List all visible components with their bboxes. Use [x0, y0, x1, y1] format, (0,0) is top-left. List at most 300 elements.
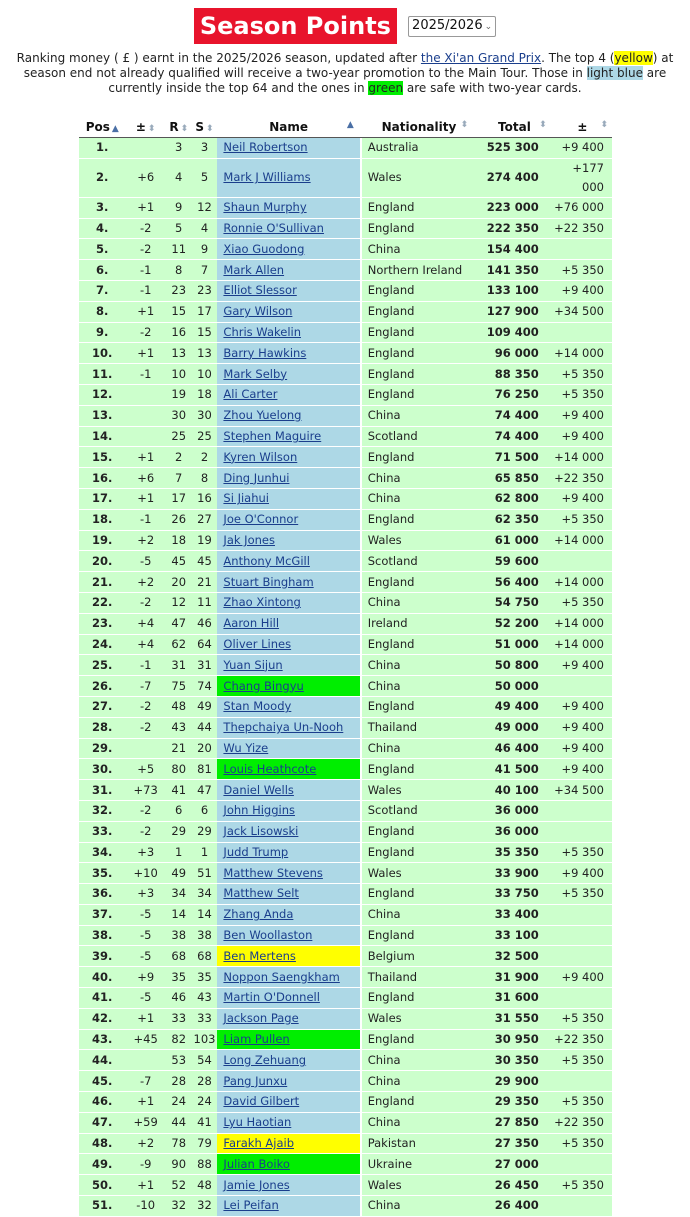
table-row: [79, 1050, 612, 1071]
table-row: [79, 1133, 612, 1154]
cell-r: 16: [166, 322, 192, 343]
cell-s: 30: [192, 405, 218, 426]
cell-change: -2: [125, 800, 165, 821]
cell-diff: [553, 988, 612, 1009]
cell-s: 31: [192, 655, 218, 676]
col-header-change[interactable]: ± ⬍: [125, 116, 165, 138]
cell-total: 56 400: [476, 572, 553, 593]
cell-nationality: Thailand: [362, 967, 476, 988]
table-row: [79, 696, 612, 717]
cell-change: -2: [125, 592, 165, 613]
player-link[interactable]: Zhao Xintong: [223, 595, 301, 610]
cell-name: [217, 488, 359, 509]
cell-nationality: England: [362, 509, 476, 530]
col-header-s[interactable]: S ⬍: [192, 116, 218, 138]
cell-r: 20: [166, 572, 192, 593]
player-link[interactable]: Julian Boiko: [223, 1156, 290, 1171]
cell-nationality: Northern Ireland: [362, 260, 476, 281]
cell-diff: [553, 1071, 612, 1092]
player-link[interactable]: Aaron Hill: [223, 616, 280, 631]
cell-name: [217, 863, 359, 884]
cell-change: -9: [125, 1154, 165, 1175]
player-link[interactable]: Thepchaiya Un-Nooh: [223, 720, 344, 735]
cell-pos: 6.: [79, 260, 125, 281]
page-header: [0, 8, 690, 44]
cell-r: 68: [166, 946, 192, 967]
cell-nationality: England: [362, 447, 476, 468]
cell-total: 31 550: [476, 1008, 553, 1029]
player-link[interactable]: Jackson Page: [223, 1011, 299, 1026]
player-link[interactable]: Wu Yize: [223, 740, 269, 755]
cell-pos: 41.: [79, 988, 125, 1009]
cell-nationality: China: [362, 1071, 476, 1092]
cell-s: 74: [192, 676, 218, 697]
cell-nationality: Pakistan: [362, 1133, 476, 1154]
cell-change: -1: [125, 280, 165, 301]
cell-r: 19: [166, 384, 192, 405]
cell-name: [217, 842, 359, 863]
season-select[interactable]: [408, 16, 496, 37]
cell-diff: +22 350: [553, 218, 612, 239]
cell-pos: 14.: [79, 426, 125, 447]
player-link[interactable]: Stephen Maguire: [223, 428, 322, 443]
cell-name: [217, 696, 359, 717]
cell-r: 30: [166, 405, 192, 426]
player-link[interactable]: Anthony McGill: [223, 553, 310, 568]
cell-s: 1: [192, 842, 218, 863]
cell-change: +59: [125, 1112, 165, 1133]
col-header-r[interactable]: R ⬍: [166, 116, 192, 138]
cell-s: 54: [192, 1050, 218, 1071]
cell-change: +5: [125, 759, 165, 780]
cell-diff: +5 350: [553, 509, 612, 530]
player-link[interactable]: Matthew Selt: [223, 886, 299, 901]
cell-nationality: Wales: [362, 158, 476, 197]
cell-name: [217, 218, 359, 239]
cell-diff: +9 400: [553, 967, 612, 988]
description-text: Ranking money ( £ ) earnt in the 2025/2026 season, updated after: [16, 51, 421, 65]
player-link[interactable]: Ben Woollaston: [223, 928, 313, 943]
player-link[interactable]: Ali Carter: [223, 387, 278, 402]
cell-change: [125, 738, 165, 759]
cell-name: [217, 904, 359, 925]
player-link[interactable]: Joe O'Connor: [223, 512, 299, 527]
player-link[interactable]: Stuart Bingham: [223, 574, 314, 589]
cell-total: 525 300: [476, 138, 553, 159]
player-link[interactable]: Pang Junxu: [223, 1073, 288, 1088]
cell-pos: 9.: [79, 322, 125, 343]
player-link[interactable]: Stan Moody: [223, 699, 292, 714]
sort-icon: ⬍: [600, 120, 608, 130]
player-link[interactable]: Elliot Slessor: [223, 283, 297, 298]
cell-r: 4: [166, 158, 192, 197]
cell-total: 62 350: [476, 509, 553, 530]
cell-s: 41: [192, 1112, 218, 1133]
table-row: [79, 1175, 612, 1196]
cell-name: [217, 1175, 359, 1196]
cell-change: +2: [125, 1133, 165, 1154]
cell-pos: 38.: [79, 925, 125, 946]
cell-pos: 47.: [79, 1112, 125, 1133]
table-row: [79, 904, 612, 925]
cell-change: +1: [125, 1008, 165, 1029]
cell-change: +9: [125, 967, 165, 988]
cell-pos: 36.: [79, 884, 125, 905]
cell-name: [217, 613, 359, 634]
cell-s: 68: [192, 946, 218, 967]
cell-change: -10: [125, 1196, 165, 1217]
description-text: ) at season end not already qualified will receive a two-year promotion to the Main Tour. Those in: [23, 51, 674, 80]
cell-r: 12: [166, 592, 192, 613]
cell-diff: +9 400: [553, 717, 612, 738]
table-row: [79, 301, 612, 322]
cell-s: 15: [192, 322, 218, 343]
cell-diff: [553, 821, 612, 842]
col-header-total[interactable]: Total ⬍: [476, 116, 553, 138]
cell-nationality: China: [362, 738, 476, 759]
cell-total: 36 000: [476, 821, 553, 842]
player-link[interactable]: Neil Robertson: [223, 140, 308, 155]
cell-name: [217, 260, 359, 281]
cell-nationality: England: [362, 988, 476, 1009]
cell-pos: 32.: [79, 800, 125, 821]
player-link[interactable]: Ben Mertens: [223, 948, 296, 963]
cell-pos: 10.: [79, 343, 125, 364]
cell-r: 46: [166, 988, 192, 1009]
cell-diff: +76 000: [553, 197, 612, 218]
player-link[interactable]: Noppon Saengkham: [223, 969, 340, 984]
table-row: [79, 1071, 612, 1092]
green-legend: green: [368, 81, 404, 95]
cell-s: 27: [192, 509, 218, 530]
cell-s: 24: [192, 1092, 218, 1113]
cell-name: [217, 530, 359, 551]
cell-r: 11: [166, 239, 192, 260]
cell-r: 13: [166, 343, 192, 364]
player-link[interactable]: Shaun Murphy: [223, 200, 307, 215]
cell-name: [217, 158, 359, 197]
event-link[interactable]: the Xi'an Grand Prix: [420, 51, 542, 65]
col-header-pos[interactable]: Pos ▲: [79, 116, 125, 138]
col-header-nationality[interactable]: Nationality ⬍: [362, 116, 476, 138]
cell-name: [217, 239, 359, 260]
cell-name: [217, 821, 359, 842]
cell-pos: 13.: [79, 405, 125, 426]
cell-diff: +5 350: [553, 1008, 612, 1029]
col-header-name[interactable]: Name ▲: [217, 116, 359, 138]
cell-name: [217, 138, 359, 159]
cell-pos: 34.: [79, 842, 125, 863]
cell-nationality: China: [362, 1050, 476, 1071]
player-link[interactable]: Daniel Wells: [223, 782, 294, 797]
cell-total: 52 200: [476, 613, 553, 634]
cell-diff: +34 500: [553, 301, 612, 322]
cell-nationality: Scotland: [362, 551, 476, 572]
cell-change: -5: [125, 904, 165, 925]
cell-name: [217, 676, 359, 697]
cell-nationality: England: [362, 696, 476, 717]
table-row: [79, 800, 612, 821]
cell-pos: 30.: [79, 759, 125, 780]
cell-diff: [553, 1196, 612, 1217]
player-link[interactable]: Martin O'Donnell: [223, 990, 320, 1005]
player-link[interactable]: Gary Wilson: [223, 304, 293, 319]
cell-name: [217, 655, 359, 676]
cell-r: 33: [166, 1008, 192, 1029]
cell-pos: 17.: [79, 488, 125, 509]
cell-s: 18: [192, 384, 218, 405]
cell-s: 6: [192, 800, 218, 821]
table-row: [79, 197, 612, 218]
cell-total: 33 400: [476, 904, 553, 925]
cell-diff: +5 350: [553, 884, 612, 905]
cell-change: -2: [125, 322, 165, 343]
table-row: [79, 405, 612, 426]
player-link[interactable]: John Higgins: [223, 803, 295, 818]
cell-change: -7: [125, 676, 165, 697]
cell-diff: +22 350: [553, 468, 612, 489]
cell-s: 9: [192, 239, 218, 260]
cell-name: [217, 946, 359, 967]
cell-r: 17: [166, 488, 192, 509]
cell-diff: +9 400: [553, 138, 612, 159]
player-link[interactable]: Zhang Anda: [223, 907, 294, 922]
cell-nationality: Wales: [362, 1008, 476, 1029]
cell-nationality: England: [362, 572, 476, 593]
col-header-diff[interactable]: ± ⬍: [553, 116, 612, 138]
cell-change: +1: [125, 488, 165, 509]
cell-total: 109 400: [476, 322, 553, 343]
cell-pos: 27.: [79, 696, 125, 717]
cell-change: -2: [125, 218, 165, 239]
player-link[interactable]: Mark Allen: [223, 262, 285, 277]
player-link[interactable]: Ding Junhui: [223, 470, 290, 485]
cell-s: 88: [192, 1154, 218, 1175]
cell-nationality: Scotland: [362, 426, 476, 447]
cell-pos: 21.: [79, 572, 125, 593]
cell-diff: +5 350: [553, 592, 612, 613]
cell-total: 76 250: [476, 384, 553, 405]
table-row: [79, 613, 612, 634]
player-link[interactable]: David Gilbert: [223, 1094, 300, 1109]
table-row: [79, 1092, 612, 1113]
table-row: [79, 634, 612, 655]
cell-total: 30 950: [476, 1029, 553, 1050]
cell-change: +6: [125, 158, 165, 197]
cell-name: [217, 1112, 359, 1133]
cell-nationality: England: [362, 364, 476, 385]
cell-nationality: China: [362, 1196, 476, 1217]
table-row: [79, 780, 612, 801]
cell-name: [217, 405, 359, 426]
cell-pos: 18.: [79, 509, 125, 530]
table-row: [79, 239, 612, 260]
cell-diff: +5 350: [553, 1175, 612, 1196]
cell-nationality: England: [362, 634, 476, 655]
player-link[interactable]: Matthew Stevens: [223, 865, 323, 880]
player-link[interactable]: Jack Lisowski: [223, 824, 299, 839]
cell-s: 10: [192, 364, 218, 385]
cell-change: -2: [125, 239, 165, 260]
cell-total: 49 000: [476, 717, 553, 738]
cell-r: 62: [166, 634, 192, 655]
player-link[interactable]: Jamie Jones: [223, 1177, 290, 1192]
cell-change: +4: [125, 613, 165, 634]
cell-r: 34: [166, 884, 192, 905]
player-link[interactable]: Xiao Guodong: [223, 241, 305, 256]
cell-s: 34: [192, 884, 218, 905]
cell-r: 2: [166, 447, 192, 468]
table-row: [79, 717, 612, 738]
cell-name: [217, 967, 359, 988]
cell-change: [125, 1050, 165, 1071]
cell-change: +1: [125, 301, 165, 322]
table-row: [79, 676, 612, 697]
cell-change: +2: [125, 572, 165, 593]
description: [5, 51, 685, 96]
cell-s: 81: [192, 759, 218, 780]
table-row: [79, 572, 612, 593]
cell-nationality: China: [362, 592, 476, 613]
player-link[interactable]: Zhou Yuelong: [223, 408, 302, 423]
cell-r: 29: [166, 821, 192, 842]
cell-name: [217, 301, 359, 322]
cell-r: 31: [166, 655, 192, 676]
cell-pos: 24.: [79, 634, 125, 655]
cell-diff: +14 000: [553, 613, 612, 634]
cell-pos: 2.: [79, 158, 125, 197]
cell-diff: [553, 800, 612, 821]
cell-pos: 45.: [79, 1071, 125, 1092]
table-row: [79, 1154, 612, 1175]
cell-s: 11: [192, 592, 218, 613]
cell-diff: +5 350: [553, 1092, 612, 1113]
cell-total: 61 000: [476, 530, 553, 551]
cell-total: 74 400: [476, 405, 553, 426]
player-link[interactable]: Mark Selby: [223, 366, 288, 381]
cell-r: 7: [166, 468, 192, 489]
cell-r: 80: [166, 759, 192, 780]
cell-total: 154 400: [476, 239, 553, 260]
player-link[interactable]: Liam Pullen: [223, 1032, 290, 1047]
cell-change: [125, 384, 165, 405]
cell-name: [217, 1029, 359, 1050]
player-link[interactable]: Chris Wakelin: [223, 324, 301, 339]
cell-pos: 35.: [79, 863, 125, 884]
cell-s: 8: [192, 468, 218, 489]
cell-nationality: England: [362, 197, 476, 218]
cell-r: 35: [166, 967, 192, 988]
table-row: [79, 592, 612, 613]
cell-total: 33 750: [476, 884, 553, 905]
cell-pos: 4.: [79, 218, 125, 239]
cell-total: 27 850: [476, 1112, 553, 1133]
cell-name: [217, 447, 359, 468]
player-link[interactable]: Oliver Lines: [223, 636, 292, 651]
sort-icon: ⬍: [539, 120, 547, 130]
cell-pos: 16.: [79, 468, 125, 489]
sort-icon: ⬍: [147, 123, 156, 134]
cell-s: 38: [192, 925, 218, 946]
cell-total: 29 900: [476, 1071, 553, 1092]
cell-total: 50 000: [476, 676, 553, 697]
player-link[interactable]: Jak Jones: [223, 532, 275, 547]
table-row: [79, 863, 612, 884]
cell-s: 4: [192, 218, 218, 239]
table-row: [79, 655, 612, 676]
chevron-down-icon: ⌄: [484, 21, 493, 32]
cell-change: +45: [125, 1029, 165, 1050]
cell-change: [125, 138, 165, 159]
cell-nationality: Ireland: [362, 613, 476, 634]
cell-pos: 22.: [79, 592, 125, 613]
player-link[interactable]: Chang Bingyu: [223, 678, 304, 693]
cell-change: -2: [125, 821, 165, 842]
cell-pos: 29.: [79, 738, 125, 759]
player-link[interactable]: Lyu Haotian: [223, 1115, 292, 1130]
cell-total: 141 350: [476, 260, 553, 281]
cell-total: 222 350: [476, 218, 553, 239]
cell-r: 47: [166, 613, 192, 634]
cell-s: 79: [192, 1133, 218, 1154]
cell-change: -5: [125, 988, 165, 1009]
player-link[interactable]: Si Jiahui: [223, 491, 269, 506]
cell-diff: +9 400: [553, 655, 612, 676]
table-row: [79, 967, 612, 988]
cell-nationality: England: [362, 301, 476, 322]
player-link[interactable]: Kyren Wilson: [223, 449, 298, 464]
cell-diff: +5 350: [553, 1050, 612, 1071]
sort-icon: ⬍: [460, 120, 469, 130]
cell-total: 71 500: [476, 447, 553, 468]
cell-name: [217, 717, 359, 738]
cell-nationality: Australia: [362, 138, 476, 159]
cell-nationality: Wales: [362, 1175, 476, 1196]
player-link[interactable]: Judd Trump: [223, 844, 289, 859]
cell-pos: 33.: [79, 821, 125, 842]
player-link[interactable]: Mark J Williams: [223, 170, 311, 185]
player-link[interactable]: Ronnie O'Sullivan: [223, 220, 324, 235]
cell-r: 45: [166, 551, 192, 572]
cell-pos: 50.: [79, 1175, 125, 1196]
cell-diff: +5 350: [553, 842, 612, 863]
table-row: [79, 447, 612, 468]
cell-r: 48: [166, 696, 192, 717]
player-link[interactable]: Barry Hawkins: [223, 345, 307, 360]
cell-nationality: Scotland: [362, 800, 476, 821]
cell-change: +1: [125, 1092, 165, 1113]
cell-nationality: England: [362, 280, 476, 301]
player-link[interactable]: Lei Peifan: [223, 1198, 279, 1213]
cell-s: 49: [192, 696, 218, 717]
cell-total: 127 900: [476, 301, 553, 322]
table-row: [79, 821, 612, 842]
cell-s: 20: [192, 738, 218, 759]
cell-s: 51: [192, 863, 218, 884]
cell-nationality: England: [362, 343, 476, 364]
player-link[interactable]: Farakh Ajaib: [223, 1136, 295, 1151]
yellow-legend: yellow: [614, 51, 653, 65]
player-link[interactable]: Louis Heathcote: [223, 761, 317, 776]
cell-nationality: China: [362, 1112, 476, 1133]
cell-change: +6: [125, 468, 165, 489]
cell-nationality: England: [362, 1029, 476, 1050]
cell-diff: +9 400: [553, 759, 612, 780]
cell-pos: 11.: [79, 364, 125, 385]
player-link[interactable]: Yuan Sijun: [223, 657, 283, 672]
table-row: [79, 738, 612, 759]
player-link[interactable]: Long Zehuang: [223, 1052, 307, 1067]
